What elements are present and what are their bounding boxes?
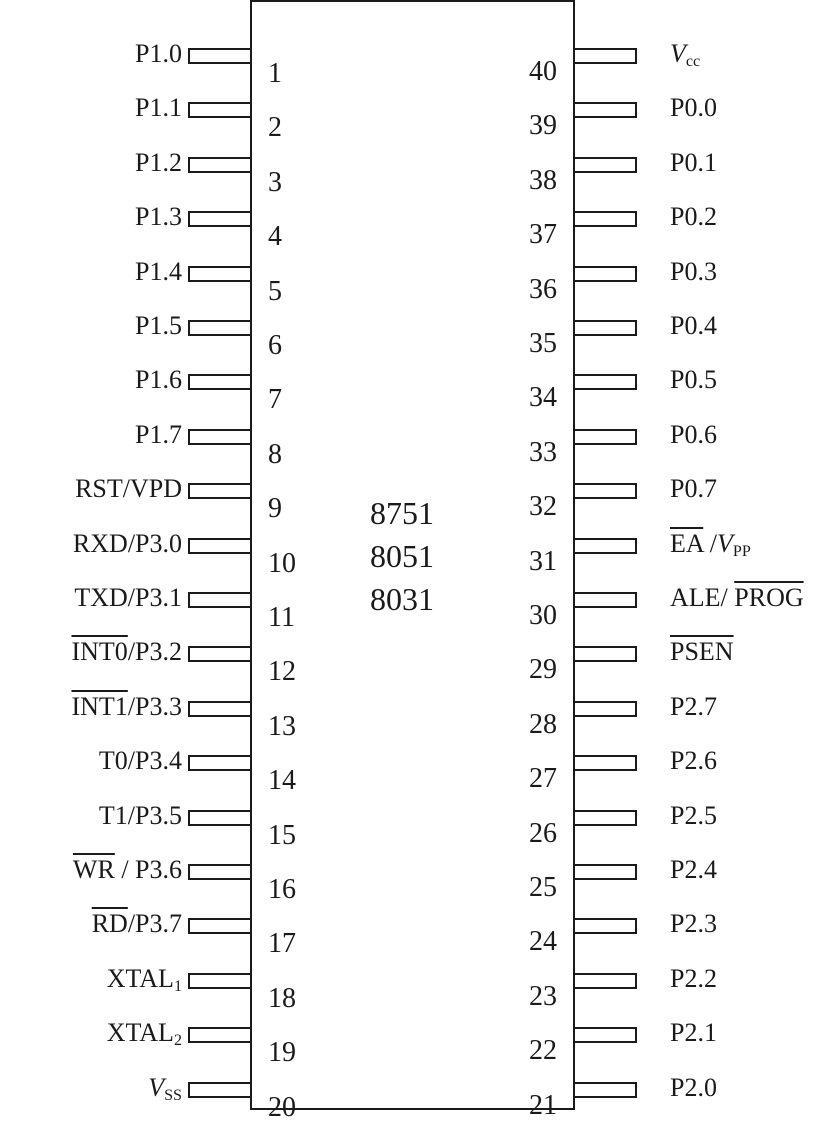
pin-label-1: P1.0 — [135, 39, 182, 68]
pin-number-14: 14 — [268, 765, 296, 797]
pin-number-17: 17 — [268, 928, 296, 960]
pin-number-1: 1 — [268, 58, 282, 89]
pin-number-4: 4 — [268, 221, 282, 253]
pin-stub-11 — [188, 592, 250, 608]
pin-label-18: $XTAL_1$ — [106, 963, 182, 995]
pin-label-14: T0/P3.4 — [98, 746, 182, 776]
pin-number-32: 32 — [529, 491, 557, 523]
pin-number-39: 39 — [529, 110, 557, 142]
pin-stub-2 — [188, 102, 250, 118]
pin-number-24: 24 — [529, 926, 557, 958]
pin-label-11: TXD/P3.1 — [74, 583, 182, 612]
pin-number-25: 25 — [529, 872, 557, 903]
pin-number-40: 40 — [529, 56, 557, 87]
pin-stub-37 — [575, 211, 637, 227]
pin-stub-17 — [188, 918, 250, 934]
pin-label-5: P1.4 — [135, 256, 182, 286]
pin-stub-34 — [575, 374, 637, 390]
pin-stub-25 — [575, 864, 637, 880]
pin-label-17: $\overline{RD}/P3.7$ — [91, 909, 182, 939]
pin-label-2: P1.1 — [135, 93, 182, 123]
pin-number-31: 31 — [529, 545, 557, 577]
pin-number-8: 8 — [268, 438, 282, 470]
pin-stub-22 — [575, 1027, 637, 1043]
pin-number-13: 13 — [268, 710, 296, 742]
pin-number-19: 19 — [268, 1037, 296, 1069]
pin-number-20: 20 — [268, 1091, 296, 1123]
pin-stub-35 — [575, 320, 637, 336]
pin-label-35: P0.4 — [670, 311, 717, 340]
part-number-8051: 8051 — [370, 538, 434, 574]
pin-number-28: 28 — [529, 708, 557, 740]
pin-stub-38 — [575, 157, 637, 173]
pin-label-40: $V_{cc}$ — [670, 39, 701, 71]
pin-label-8: P1.7 — [135, 419, 182, 449]
pin-number-9: 9 — [268, 493, 282, 525]
pin-stub-36 — [575, 266, 637, 282]
pin-stub-40 — [575, 48, 637, 64]
pin-number-7: 7 — [268, 384, 282, 416]
pin-stub-9 — [188, 483, 250, 499]
pin-stub-27 — [575, 755, 637, 771]
pin-number-30: 30 — [529, 600, 557, 631]
pin-number-5: 5 — [268, 275, 282, 307]
pin-label-27: P2.6 — [670, 746, 717, 776]
pin-label-24: P2.3 — [670, 909, 717, 939]
pin-stub-14 — [188, 755, 250, 771]
pin-stub-23 — [575, 973, 637, 989]
pin-number-37: 37 — [529, 219, 557, 251]
pin-label-19: $XTAL_2$ — [106, 1018, 182, 1050]
pin-number-6: 6 — [268, 330, 282, 361]
pin-stub-15 — [188, 810, 250, 826]
pin-stub-32 — [575, 483, 637, 499]
pin-label-6: P1.5 — [135, 311, 182, 340]
pin-label-20: $V_{SS}$ — [148, 1072, 182, 1104]
pin-label-39: P0.0 — [670, 93, 717, 123]
pin-number-38: 38 — [529, 164, 557, 196]
pin-label-7: P1.6 — [135, 365, 182, 395]
pin-label-3: P1.2 — [135, 147, 182, 177]
pin-label-26: P2.5 — [670, 800, 717, 830]
pin-stub-31 — [575, 538, 637, 554]
pin-stub-26 — [575, 810, 637, 826]
pin-number-15: 15 — [268, 819, 296, 851]
pin-label-28: P2.7 — [670, 691, 717, 721]
pin-label-29: PSEN — [670, 637, 734, 667]
pin-stub-10 — [188, 538, 250, 554]
pin-stub-6 — [188, 320, 250, 336]
pin-stub-39 — [575, 102, 637, 118]
pin-stub-29 — [575, 646, 637, 662]
pin-label-21: P2.0 — [670, 1072, 717, 1102]
pin-number-22: 22 — [529, 1035, 557, 1067]
pin-label-16: $\overline{WR} / P3.6$ — [72, 855, 182, 884]
pin-stub-5 — [188, 266, 250, 282]
pin-number-21: 21 — [529, 1089, 557, 1121]
pin-stub-21 — [575, 1082, 637, 1098]
pin-number-33: 33 — [529, 436, 557, 468]
part-number-8751: 8751 — [370, 495, 434, 531]
pin-label-23: P2.2 — [670, 963, 717, 993]
pin-number-3: 3 — [268, 166, 282, 198]
pin-number-35: 35 — [529, 328, 557, 359]
pin-label-4: P1.3 — [135, 202, 182, 232]
pin-stub-16 — [188, 864, 250, 880]
pin-label-13: INT1/P3.3 — [71, 691, 182, 721]
pin-number-16: 16 — [268, 874, 296, 905]
pin-label-12: INT0/P3.2 — [71, 637, 182, 667]
pin-number-12: 12 — [268, 656, 296, 688]
pin-label-32: P0.7 — [670, 474, 717, 504]
pin-label-36: P0.3 — [670, 256, 717, 286]
pin-stub-19 — [188, 1027, 250, 1043]
pin-number-23: 23 — [529, 980, 557, 1012]
pin-label-25: P2.4 — [670, 855, 717, 884]
pin-stub-12 — [188, 646, 250, 662]
pin-stub-4 — [188, 211, 250, 227]
pin-stub-20 — [188, 1082, 250, 1098]
pin-label-33: P0.6 — [670, 419, 717, 449]
part-number-list — [370, 492, 470, 621]
pin-label-34: P0.5 — [670, 365, 717, 395]
pin-number-29: 29 — [529, 654, 557, 686]
pin-stub-13 — [188, 701, 250, 717]
pin-stub-18 — [188, 973, 250, 989]
pin-label-38: P0.1 — [670, 147, 717, 177]
pin-label-9: RST/VPD — [75, 474, 182, 504]
pin-number-2: 2 — [268, 112, 282, 144]
pin-stub-24 — [575, 918, 637, 934]
part-number-8031: 8031 — [370, 581, 434, 617]
pin-label-15: T1/P3.5 — [98, 800, 182, 830]
pin-stub-1 — [188, 48, 250, 64]
pin-stub-3 — [188, 157, 250, 173]
pin-stub-33 — [575, 429, 637, 445]
pin-number-27: 27 — [529, 763, 557, 795]
pin-number-11: 11 — [268, 602, 295, 633]
pin-number-36: 36 — [529, 273, 557, 305]
pin-stub-7 — [188, 374, 250, 390]
pin-stub-30 — [575, 592, 637, 608]
pin-label-22: P2.1 — [670, 1018, 717, 1048]
pin-stub-28 — [575, 701, 637, 717]
pin-stub-8 — [188, 429, 250, 445]
pin-number-18: 18 — [268, 982, 296, 1014]
pin-label-10: RXD/P3.0 — [72, 528, 182, 558]
pin-label-31: $\overline{EA}$ $/V_{PP}$ — [670, 528, 751, 560]
pin-label-30: ALE/ PROG — [670, 583, 804, 612]
pin-number-34: 34 — [529, 382, 557, 414]
pin-number-10: 10 — [268, 547, 296, 579]
pin-label-37: P0.2 — [670, 202, 717, 232]
pin-number-26: 26 — [529, 817, 557, 849]
